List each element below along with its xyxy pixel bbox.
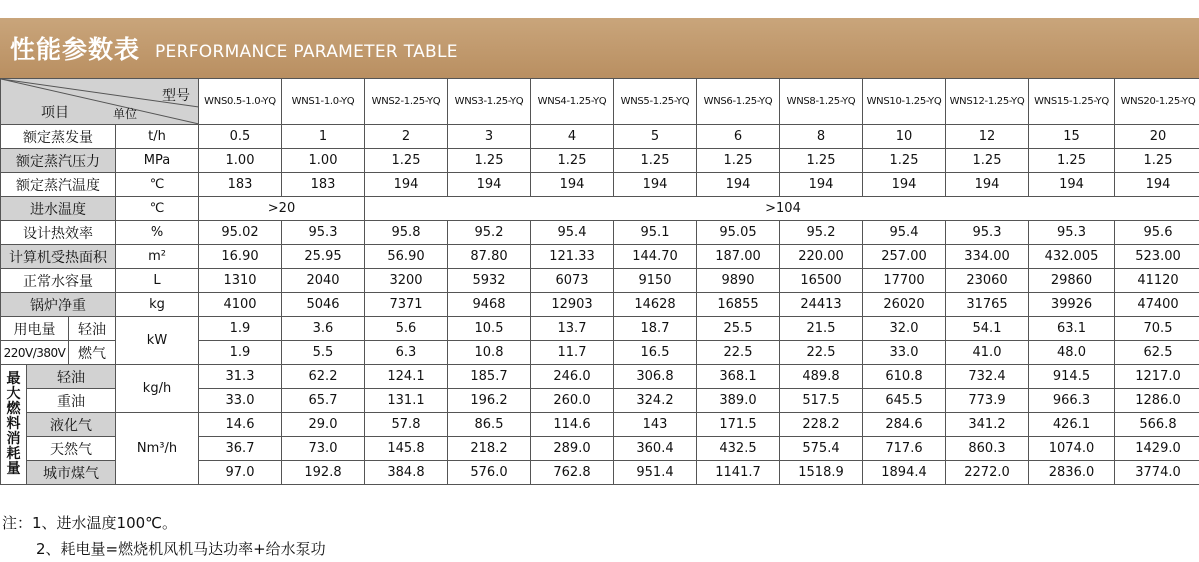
model-header: WNS0.5-1.0-YQ bbox=[199, 79, 282, 125]
row-pressure bbox=[1, 149, 1199, 173]
value-cell: 576.0 bbox=[448, 461, 531, 485]
value-cell: 13.7 bbox=[531, 317, 614, 341]
value-cell: 183 bbox=[199, 173, 282, 197]
value-cell: 2 bbox=[365, 125, 448, 149]
value-cell: 368.1 bbox=[697, 365, 780, 389]
value-cell: 87.80 bbox=[448, 245, 531, 269]
value-cell: 610.8 bbox=[863, 365, 946, 389]
row-feed bbox=[1, 197, 1199, 221]
fuel-type-label: 天然气 bbox=[27, 437, 116, 461]
row-eff bbox=[1, 221, 1199, 245]
value-cell: 1.25 bbox=[780, 149, 863, 173]
value-cell: 1429.0 bbox=[1115, 437, 1199, 461]
fuel-type-label: 重油 bbox=[27, 389, 116, 413]
value-cell: 3.6 bbox=[282, 317, 365, 341]
value-cell: 56.90 bbox=[365, 245, 448, 269]
value-cell: 95.4 bbox=[531, 221, 614, 245]
row-fuel-light_oil bbox=[1, 365, 1199, 389]
value-cell: 25.95 bbox=[282, 245, 365, 269]
value-cell: 228.2 bbox=[780, 413, 863, 437]
value-cell: 432.005 bbox=[1029, 245, 1115, 269]
value-cell: 220.00 bbox=[780, 245, 863, 269]
value-cell: 194 bbox=[946, 173, 1029, 197]
value-cell: 762.8 bbox=[531, 461, 614, 485]
value-cell: 95.6 bbox=[1115, 221, 1199, 245]
value-cell: 124.1 bbox=[365, 365, 448, 389]
value-cell: 1.25 bbox=[1029, 149, 1115, 173]
value-cell: 194 bbox=[365, 173, 448, 197]
value-cell: 426.1 bbox=[1029, 413, 1115, 437]
model-header: WNS3-1.25-YQ bbox=[448, 79, 531, 125]
value-cell: 57.8 bbox=[365, 413, 448, 437]
value-cell: 65.7 bbox=[282, 389, 365, 413]
title-banner bbox=[0, 18, 1199, 78]
value-cell: 36.7 bbox=[199, 437, 282, 461]
value-cell: 1074.0 bbox=[1029, 437, 1115, 461]
value-cell: 95.05 bbox=[697, 221, 780, 245]
value-cell: 62.2 bbox=[282, 365, 365, 389]
model-header: WNS4-1.25-YQ bbox=[531, 79, 614, 125]
value-cell: 489.8 bbox=[780, 365, 863, 389]
fuel-label-char: 耗 bbox=[1, 447, 26, 462]
value-cell: 145.8 bbox=[365, 437, 448, 461]
value-cell: 95.4 bbox=[863, 221, 946, 245]
value-cell: 95.8 bbox=[365, 221, 448, 245]
value-cell: 1286.0 bbox=[1115, 389, 1199, 413]
unit-cell: L bbox=[116, 269, 199, 293]
value-cell: 25.5 bbox=[697, 317, 780, 341]
fuel-label-char: 料 bbox=[1, 417, 26, 432]
value-cell: 31.3 bbox=[199, 365, 282, 389]
value-cell: 1.00 bbox=[282, 149, 365, 173]
value-cell: 6 bbox=[697, 125, 780, 149]
fuel-label-char: 量 bbox=[1, 462, 26, 477]
value-cell: 95.3 bbox=[946, 221, 1029, 245]
value-cell: 31765 bbox=[946, 293, 1029, 317]
value-cell: 24413 bbox=[780, 293, 863, 317]
value-cell: 389.0 bbox=[697, 389, 780, 413]
value-cell: 384.8 bbox=[365, 461, 448, 485]
value-cell: 97.0 bbox=[199, 461, 282, 485]
row-label: 额定蒸汽温度 bbox=[1, 173, 116, 197]
value-cell: 966.3 bbox=[1029, 389, 1115, 413]
value-cell: 523.00 bbox=[1115, 245, 1199, 269]
value-cell: 21.5 bbox=[780, 317, 863, 341]
power-voltage: 220V/380V bbox=[1, 341, 69, 365]
fuel-consumption-label bbox=[1, 365, 27, 485]
value-cell: 17700 bbox=[863, 269, 946, 293]
value-cell: 645.5 bbox=[863, 389, 946, 413]
value-cell: 86.5 bbox=[448, 413, 531, 437]
value-cell: 2040 bbox=[282, 269, 365, 293]
value-cell: 1894.4 bbox=[863, 461, 946, 485]
value-cell: 194 bbox=[780, 173, 863, 197]
power-label: 用电量 bbox=[1, 317, 69, 341]
value-cell: 5932 bbox=[448, 269, 531, 293]
value-cell: 194 bbox=[1115, 173, 1199, 197]
value-cell: 16855 bbox=[697, 293, 780, 317]
value-cell: 3200 bbox=[365, 269, 448, 293]
value-cell: 5.6 bbox=[365, 317, 448, 341]
value-cell: 23060 bbox=[946, 269, 1029, 293]
value-cell: 324.2 bbox=[614, 389, 697, 413]
unit-cell: kg bbox=[116, 293, 199, 317]
value-cell: 218.2 bbox=[448, 437, 531, 461]
value-cell: 517.5 bbox=[780, 389, 863, 413]
value-cell: 32.0 bbox=[863, 317, 946, 341]
value-cell: 73.0 bbox=[282, 437, 365, 461]
row-label: 正常水容量 bbox=[1, 269, 116, 293]
value-cell: 1.25 bbox=[697, 149, 780, 173]
value-cell: 194 bbox=[697, 173, 780, 197]
value-cell: 20 bbox=[1115, 125, 1199, 149]
row-fuel-lpg bbox=[1, 413, 1199, 437]
value-cell: 334.00 bbox=[946, 245, 1029, 269]
row-label: 设计热效率 bbox=[1, 221, 116, 245]
value-cell: 2272.0 bbox=[946, 461, 1029, 485]
value-cell: 41.0 bbox=[946, 341, 1029, 365]
fuel-label-char: 最 bbox=[1, 372, 26, 387]
value-cell: 1217.0 bbox=[1115, 365, 1199, 389]
model-header: WNS8-1.25-YQ bbox=[780, 79, 863, 125]
header-row bbox=[1, 79, 1199, 125]
header-corner bbox=[1, 79, 199, 125]
row-power-light-oil bbox=[1, 317, 1199, 341]
value-cell: 4 bbox=[531, 125, 614, 149]
value-cell: 9150 bbox=[614, 269, 697, 293]
value-cell: 196.2 bbox=[448, 389, 531, 413]
fuel-oil-unit: kg/h bbox=[116, 365, 199, 413]
value-cell: 575.4 bbox=[780, 437, 863, 461]
value-cell: 1.25 bbox=[946, 149, 1029, 173]
value-cell: 0.5 bbox=[199, 125, 282, 149]
value-cell: 171.5 bbox=[697, 413, 780, 437]
value-cell: 14628 bbox=[614, 293, 697, 317]
value-cell: 121.33 bbox=[531, 245, 614, 269]
value-cell: 54.1 bbox=[946, 317, 1029, 341]
value-cell: 194 bbox=[448, 173, 531, 197]
value-cell: 70.5 bbox=[1115, 317, 1199, 341]
value-cell: >104 bbox=[365, 197, 1199, 221]
value-cell: 773.9 bbox=[946, 389, 1029, 413]
row-temp bbox=[1, 173, 1199, 197]
model-header: WNS20-1.25-YQ bbox=[1115, 79, 1199, 125]
value-cell: 1141.7 bbox=[697, 461, 780, 485]
row-area bbox=[1, 245, 1199, 269]
value-cell: 914.5 bbox=[1029, 365, 1115, 389]
fuel-label-char: 燃 bbox=[1, 402, 26, 417]
value-cell: 360.4 bbox=[614, 437, 697, 461]
value-cell: 1.25 bbox=[448, 149, 531, 173]
value-cell: 1.25 bbox=[614, 149, 697, 173]
value-cell: 15 bbox=[1029, 125, 1115, 149]
value-cell: 1.9 bbox=[199, 317, 282, 341]
value-cell: 306.8 bbox=[614, 365, 697, 389]
fuel-type-label: 轻油 bbox=[27, 365, 116, 389]
value-cell: 63.1 bbox=[1029, 317, 1115, 341]
value-cell: 341.2 bbox=[946, 413, 1029, 437]
value-cell: 5 bbox=[614, 125, 697, 149]
value-cell: 257.00 bbox=[863, 245, 946, 269]
value-cell: 1.25 bbox=[531, 149, 614, 173]
value-cell: 10.8 bbox=[448, 341, 531, 365]
value-cell: 2836.0 bbox=[1029, 461, 1115, 485]
value-cell: 194 bbox=[614, 173, 697, 197]
value-cell: 183 bbox=[282, 173, 365, 197]
value-cell: 8 bbox=[780, 125, 863, 149]
row-steam bbox=[1, 125, 1199, 149]
row-label: 计算机受热面积 bbox=[1, 245, 116, 269]
row-water bbox=[1, 269, 1199, 293]
value-cell: 5046 bbox=[282, 293, 365, 317]
value-cell: 246.0 bbox=[531, 365, 614, 389]
value-cell: 29860 bbox=[1029, 269, 1115, 293]
value-cell: 62.5 bbox=[1115, 341, 1199, 365]
value-cell: 1 bbox=[282, 125, 365, 149]
value-cell: 26020 bbox=[863, 293, 946, 317]
power-light-oil-label: 轻油 bbox=[69, 317, 116, 341]
value-cell: 144.70 bbox=[614, 245, 697, 269]
value-cell: 18.7 bbox=[614, 317, 697, 341]
value-cell: 4100 bbox=[199, 293, 282, 317]
value-cell: 10.5 bbox=[448, 317, 531, 341]
value-cell: 284.6 bbox=[863, 413, 946, 437]
unit-cell: MPa bbox=[116, 149, 199, 173]
unit-cell: m² bbox=[116, 245, 199, 269]
value-cell: 33.0 bbox=[863, 341, 946, 365]
value-cell: 11.7 bbox=[531, 341, 614, 365]
fuel-type-label: 液化气 bbox=[27, 413, 116, 437]
model-header: WNS2-1.25-YQ bbox=[365, 79, 448, 125]
unit-cell: % bbox=[116, 221, 199, 245]
performance-table bbox=[0, 78, 1199, 485]
value-cell: 194 bbox=[863, 173, 946, 197]
value-cell: 1.25 bbox=[365, 149, 448, 173]
value-cell: 12903 bbox=[531, 293, 614, 317]
header-model: 型号 bbox=[162, 85, 190, 105]
value-cell: 6.3 bbox=[365, 341, 448, 365]
note-1: 注：1、进水温度100℃。 bbox=[2, 510, 326, 536]
model-header: WNS15-1.25-YQ bbox=[1029, 79, 1115, 125]
model-header: WNS1-1.0-YQ bbox=[282, 79, 365, 125]
notes bbox=[2, 510, 326, 562]
value-cell: 114.6 bbox=[531, 413, 614, 437]
value-cell: 192.8 bbox=[282, 461, 365, 485]
value-cell: 1.9 bbox=[199, 341, 282, 365]
note-2: 2、耗电量=燃烧机风机马达功率+给水泵功 bbox=[2, 536, 326, 562]
value-cell: 1.00 bbox=[199, 149, 282, 173]
value-cell: 185.7 bbox=[448, 365, 531, 389]
value-cell: 131.1 bbox=[365, 389, 448, 413]
row-weight bbox=[1, 293, 1199, 317]
value-cell: 16.5 bbox=[614, 341, 697, 365]
value-cell: 5.5 bbox=[282, 341, 365, 365]
value-cell: 194 bbox=[531, 173, 614, 197]
value-cell: 47400 bbox=[1115, 293, 1199, 317]
power-gas-label: 燃气 bbox=[69, 341, 116, 365]
row-label: 额定蒸汽压力 bbox=[1, 149, 116, 173]
value-cell: 9468 bbox=[448, 293, 531, 317]
model-header: WNS6-1.25-YQ bbox=[697, 79, 780, 125]
value-cell: 33.0 bbox=[199, 389, 282, 413]
value-cell: 95.3 bbox=[282, 221, 365, 245]
model-header: WNS5-1.25-YQ bbox=[614, 79, 697, 125]
value-cell: 289.0 bbox=[531, 437, 614, 461]
value-cell: 29.0 bbox=[282, 413, 365, 437]
model-header: WNS10-1.25-YQ bbox=[863, 79, 946, 125]
value-cell: 7371 bbox=[365, 293, 448, 317]
value-cell: 95.02 bbox=[199, 221, 282, 245]
value-cell: 16.90 bbox=[199, 245, 282, 269]
power-unit: kW bbox=[116, 317, 199, 365]
value-cell: 432.5 bbox=[697, 437, 780, 461]
unit-cell: ℃ bbox=[116, 173, 199, 197]
value-cell: 95.2 bbox=[780, 221, 863, 245]
value-cell: 6073 bbox=[531, 269, 614, 293]
value-cell: 41120 bbox=[1115, 269, 1199, 293]
value-cell: 10 bbox=[863, 125, 946, 149]
value-cell: 3774.0 bbox=[1115, 461, 1199, 485]
fuel-label-char: 消 bbox=[1, 432, 26, 447]
row-label: 进水温度 bbox=[1, 197, 116, 221]
fuel-label-char: 大 bbox=[1, 387, 26, 402]
header-item: 项目 bbox=[41, 102, 69, 122]
title-en: PERFORMANCE PARAMETER TABLE bbox=[155, 42, 458, 62]
value-cell: 566.8 bbox=[1115, 413, 1199, 437]
model-header: WNS12-1.25-YQ bbox=[946, 79, 1029, 125]
value-cell: 143 bbox=[614, 413, 697, 437]
value-cell: 951.4 bbox=[614, 461, 697, 485]
fuel-gas-unit: Nm³/h bbox=[116, 413, 199, 485]
row-label: 锅炉净重 bbox=[1, 293, 116, 317]
row-label: 额定蒸发量 bbox=[1, 125, 116, 149]
value-cell: 717.6 bbox=[863, 437, 946, 461]
fuel-type-label: 城市煤气 bbox=[27, 461, 116, 485]
value-cell: 95.1 bbox=[614, 221, 697, 245]
value-cell: 39926 bbox=[1029, 293, 1115, 317]
value-cell: 1310 bbox=[199, 269, 282, 293]
value-cell: 260.0 bbox=[531, 389, 614, 413]
unit-cell: t/h bbox=[116, 125, 199, 149]
value-cell: 860.3 bbox=[946, 437, 1029, 461]
value-cell: 48.0 bbox=[1029, 341, 1115, 365]
value-cell: 3 bbox=[448, 125, 531, 149]
title-cn: 性能参数表 bbox=[10, 30, 140, 66]
value-cell: 194 bbox=[1029, 173, 1115, 197]
value-cell: 187.00 bbox=[697, 245, 780, 269]
value-cell: 1.25 bbox=[863, 149, 946, 173]
value-cell: 1.25 bbox=[1115, 149, 1199, 173]
value-cell: 22.5 bbox=[697, 341, 780, 365]
value-cell: 12 bbox=[946, 125, 1029, 149]
value-cell: 95.3 bbox=[1029, 221, 1115, 245]
value-cell: >20 bbox=[199, 197, 365, 221]
header-unit: 单位 bbox=[113, 105, 137, 122]
value-cell: 14.6 bbox=[199, 413, 282, 437]
value-cell: 732.4 bbox=[946, 365, 1029, 389]
value-cell: 1518.9 bbox=[780, 461, 863, 485]
unit-cell: ℃ bbox=[116, 197, 199, 221]
value-cell: 95.2 bbox=[448, 221, 531, 245]
value-cell: 22.5 bbox=[780, 341, 863, 365]
value-cell: 16500 bbox=[780, 269, 863, 293]
value-cell: 9890 bbox=[697, 269, 780, 293]
